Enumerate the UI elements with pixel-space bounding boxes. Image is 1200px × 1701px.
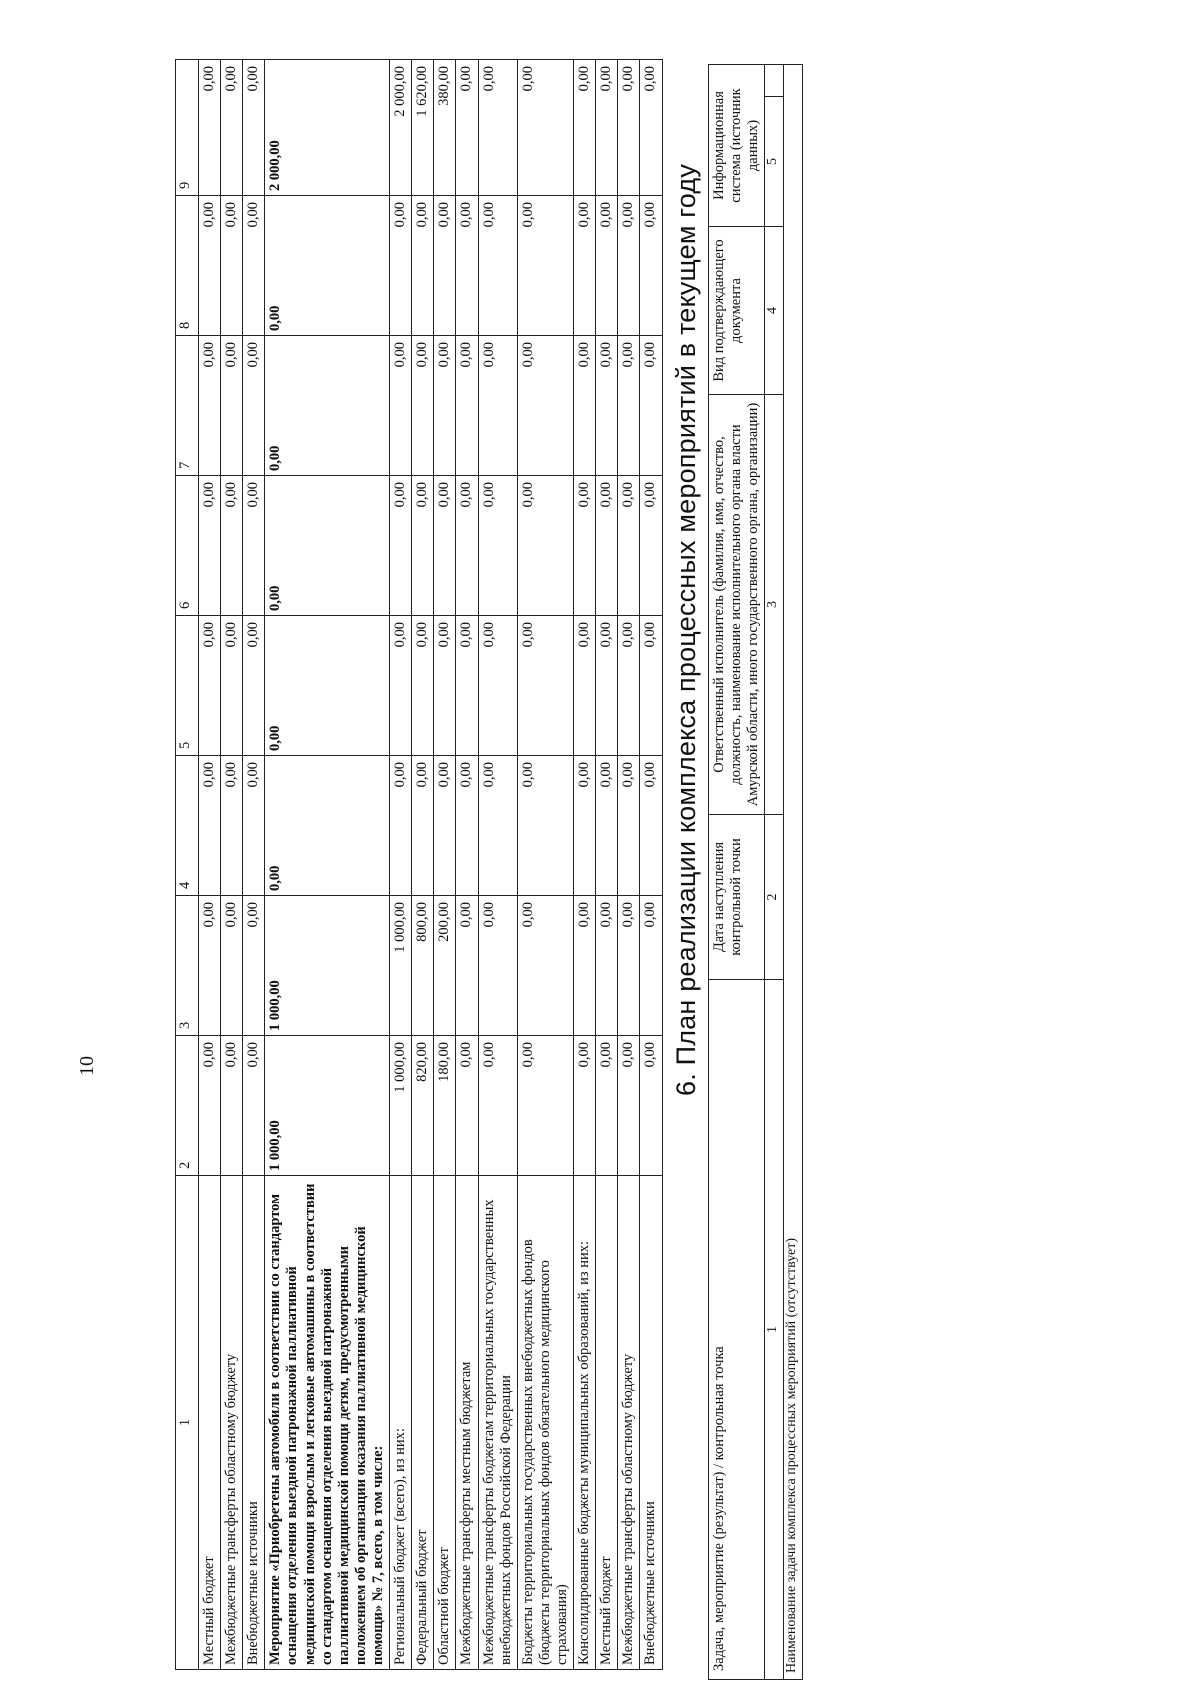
plan-note-text: Наименование задачи комплекса процессных мероприятий (отсутствует)	[783, 64, 802, 1679]
finance-value-cell: 0,00	[574, 756, 596, 896]
finance-value-cell: 0,00	[640, 196, 662, 336]
finance-value-cell: 0,00	[243, 896, 265, 1036]
finance-value-cell: 0,00	[456, 476, 478, 616]
finance-value-cell: 0,00	[596, 1036, 618, 1176]
finance-value-cell: 0,00	[221, 196, 243, 336]
plan-header-document: Вид подтверждающего документа	[708, 227, 764, 395]
finance-column-header: 1	[176, 1176, 199, 1670]
finance-value-cell: 0,00	[199, 196, 221, 336]
page-number: 10	[76, 1056, 98, 1076]
finance-value-cell: 0,00	[478, 60, 517, 196]
finance-value-cell: 0,00	[574, 336, 596, 476]
finance-row	[596, 60, 618, 1670]
finance-row-label: Межбюджетные трансферты бюджетам территориальных государственных внебюджетных фондов Российской Федерации	[478, 1176, 517, 1670]
finance-value-cell: 0,00	[640, 896, 662, 1036]
finance-column-header: 3	[176, 896, 199, 1036]
finance-table-header	[176, 60, 199, 1670]
finance-row	[221, 60, 243, 1670]
finance-value-cell: 0,00	[618, 896, 640, 1036]
finance-row	[517, 60, 573, 1670]
finance-value-cell: 0,00	[640, 336, 662, 476]
finance-value-cell: 0,00	[456, 336, 478, 476]
finance-value-cell: 0,00	[478, 896, 517, 1036]
finance-value-cell: 0,00	[478, 1036, 517, 1176]
rotated-page-content	[175, 60, 803, 1686]
finance-value-cell: 0,00	[517, 336, 573, 476]
finance-column-header: 4	[176, 756, 199, 896]
finance-row	[243, 60, 265, 1670]
finance-column-header: 7	[176, 336, 199, 476]
finance-value-cell: 0,00	[640, 1036, 662, 1176]
finance-value-cell: 0,00	[478, 196, 517, 336]
finance-value-cell: 380,00	[434, 60, 456, 196]
finance-column-header: 9	[176, 60, 199, 196]
finance-value-cell: 0,00	[221, 336, 243, 476]
finance-value-cell: 0,00	[456, 1036, 478, 1176]
finance-value-cell: 0,00	[478, 756, 517, 896]
finance-value-cell: 0,00	[199, 756, 221, 896]
finance-column-header: 5	[176, 616, 199, 756]
finance-table	[175, 59, 663, 1670]
finance-value-cell: 2 000,00	[390, 60, 412, 196]
finance-value-cell: 200,00	[434, 896, 456, 1036]
finance-value-cell: 0,00	[456, 896, 478, 1036]
finance-value-cell: 0,00	[596, 756, 618, 896]
finance-value-cell: 0,00	[412, 336, 434, 476]
finance-row-label: Межбюджетные трансферты областному бюджету	[221, 1176, 243, 1670]
plan-table	[708, 64, 803, 1680]
plan-index-cell: 3	[764, 395, 783, 815]
plan-index-cell: 4	[764, 227, 783, 395]
plan-table-header	[708, 64, 764, 1679]
finance-value-cell: 1 620,00	[412, 60, 434, 196]
finance-value-cell: 0,00	[221, 896, 243, 1036]
finance-value-cell: 0,00	[478, 476, 517, 616]
finance-value-cell: 0,00	[412, 476, 434, 616]
finance-value-cell: 180,00	[434, 1036, 456, 1176]
finance-value-cell: 0,00	[390, 336, 412, 476]
finance-value-cell: 0,00	[517, 60, 573, 196]
finance-value-cell: 0,00	[221, 616, 243, 756]
finance-value-cell: 1 000,00	[390, 1036, 412, 1176]
finance-value-cell: 0,00	[243, 476, 265, 616]
finance-column-header: 2	[176, 1036, 199, 1176]
finance-value-cell: 0,00	[221, 476, 243, 616]
plan-header-system: Информационная система (источник данных)	[708, 64, 764, 226]
finance-value-cell: 0,00	[456, 756, 478, 896]
finance-value-cell: 0,00	[434, 476, 456, 616]
finance-value-cell: 0,00	[640, 616, 662, 756]
plan-index-cell: 1	[764, 980, 783, 1680]
section-title: 6. План реализации комплекса процессных мероприятий в текущем году	[670, 163, 701, 1096]
finance-value-cell: 0,00	[221, 1036, 243, 1176]
finance-value-cell: 0,00	[640, 756, 662, 896]
finance-value-cell: 0,00	[456, 616, 478, 756]
finance-value-cell: 0,00	[390, 476, 412, 616]
finance-value-cell: 0,00	[199, 476, 221, 616]
finance-value-cell: 0,00	[618, 476, 640, 616]
finance-value-cell: 0,00	[434, 756, 456, 896]
finance-value-cell: 0,00	[517, 196, 573, 336]
finance-value-cell: 0,00	[574, 616, 596, 756]
finance-value-cell: 0,00	[517, 1036, 573, 1176]
finance-row	[390, 60, 412, 1670]
finance-value-cell: 0,00	[517, 756, 573, 896]
finance-value-cell: 1 000,00	[265, 896, 390, 1036]
finance-value-cell: 0,00	[265, 756, 390, 896]
finance-row-label: Консолидированные бюджеты муниципальных образований, из них:	[574, 1176, 596, 1670]
finance-value-cell: 0,00	[517, 896, 573, 1036]
finance-value-cell: 0,00	[265, 336, 390, 476]
plan-index-row	[764, 64, 783, 1679]
finance-value-cell: 0,00	[478, 336, 517, 476]
finance-value-cell: 0,00	[243, 60, 265, 196]
finance-row-label: Бюджеты территориальных государственных внебюджетных фондов (бюджеты территориальных фондов обязательного медицинского страхования)	[517, 1176, 573, 1670]
finance-row	[199, 60, 221, 1670]
finance-value-cell: 0,00	[243, 196, 265, 336]
finance-row	[478, 60, 517, 1670]
finance-value-cell: 0,00	[618, 196, 640, 336]
finance-row-label: Внебюджетные источники	[640, 1176, 662, 1670]
finance-value-cell: 0,00	[265, 476, 390, 616]
finance-value-cell: 2 000,00	[265, 60, 390, 196]
finance-column-header: 8	[176, 196, 199, 336]
finance-row-label: Межбюджетные трансферты областному бюджету	[618, 1176, 640, 1670]
finance-row-label: Федеральный бюджет	[412, 1176, 434, 1670]
finance-value-cell: 0,00	[199, 616, 221, 756]
finance-value-cell: 0,00	[596, 196, 618, 336]
finance-value-cell: 0,00	[574, 196, 596, 336]
finance-row	[412, 60, 434, 1670]
finance-value-cell: 0,00	[618, 336, 640, 476]
finance-value-cell: 0,00	[199, 896, 221, 1036]
finance-value-cell: 0,00	[243, 1036, 265, 1176]
finance-value-cell: 0,00	[574, 896, 596, 1036]
finance-row-label: Межбюджетные трансферты местным бюджетам	[456, 1176, 478, 1670]
finance-value-cell: 0,00	[596, 616, 618, 756]
finance-value-cell: 0,00	[640, 60, 662, 196]
finance-value-cell: 0,00	[517, 476, 573, 616]
finance-row	[618, 60, 640, 1670]
finance-value-cell: 0,00	[221, 60, 243, 196]
finance-value-cell: 0,00	[265, 616, 390, 756]
finance-value-cell: 0,00	[390, 756, 412, 896]
finance-row-label: Областной бюджет	[434, 1176, 456, 1670]
finance-value-cell: 1 000,00	[390, 896, 412, 1036]
finance-value-cell: 0,00	[456, 60, 478, 196]
finance-row-label: Мероприятие «Приобретены автомобили в соответствии со стандартом оснащения отделения выездной патронажной паллиативной медицинской помощи взрослым и легковые автомашины в соответствии со стандартом оснащения отделения выездной патронажной паллиативной медицинской помощи детям, предусмотренными положением об организации оказания паллиативной медицинской помощи» № 7, всего, в том числе:	[265, 1176, 390, 1670]
finance-row	[456, 60, 478, 1670]
finance-value-cell: 0,00	[390, 196, 412, 336]
finance-row	[265, 60, 390, 1670]
finance-value-cell: 0,00	[265, 196, 390, 336]
finance-value-cell: 0,00	[640, 476, 662, 616]
finance-value-cell: 0,00	[434, 196, 456, 336]
finance-value-cell: 0,00	[390, 616, 412, 756]
finance-value-cell: 0,00	[243, 756, 265, 896]
finance-value-cell: 0,00	[412, 196, 434, 336]
finance-row-label: Региональный бюджет (всего), из них:	[390, 1176, 412, 1670]
finance-value-cell: 1 000,00	[265, 1036, 390, 1176]
finance-row	[434, 60, 456, 1670]
finance-value-cell: 0,00	[221, 756, 243, 896]
finance-column-header: 6	[176, 476, 199, 616]
finance-value-cell: 0,00	[618, 616, 640, 756]
finance-value-cell: 0,00	[243, 336, 265, 476]
finance-value-cell: 0,00	[618, 60, 640, 196]
finance-value-cell: 0,00	[243, 616, 265, 756]
plan-note-row	[783, 64, 802, 1679]
finance-value-cell: 0,00	[412, 756, 434, 896]
finance-value-cell: 0,00	[574, 476, 596, 616]
finance-value-cell: 820,00	[412, 1036, 434, 1176]
finance-row-label: Местный бюджет	[596, 1176, 618, 1670]
finance-value-cell: 0,00	[199, 336, 221, 476]
plan-header-task: Задача, мероприятие (результат) / контрольная точка	[708, 980, 764, 1680]
finance-value-cell: 0,00	[574, 60, 596, 196]
finance-value-cell: 0,00	[596, 336, 618, 476]
plan-header-date: Дата наступления контрольной точки	[708, 815, 764, 980]
plan-index-cell: 2	[764, 815, 783, 980]
finance-value-cell: 0,00	[199, 60, 221, 196]
finance-value-cell: 0,00	[596, 60, 618, 196]
finance-value-cell: 0,00	[478, 616, 517, 756]
plan-index-cell: 5	[764, 97, 783, 227]
finance-row	[574, 60, 596, 1670]
finance-value-cell: 0,00	[412, 616, 434, 756]
finance-value-cell: 0,00	[199, 1036, 221, 1176]
plan-header-executor: Ответственный исполнитель (фамилия, имя, отчество, должность, наименование исполнительного органа власти Амурской области, иного государственного органа, организации)	[708, 395, 764, 815]
finance-value-cell: 0,00	[434, 616, 456, 756]
plan-index-cell-empty	[764, 64, 783, 96]
finance-value-cell: 0,00	[574, 1036, 596, 1176]
finance-row-label: Внебюджетные источники	[243, 1176, 265, 1670]
finance-value-cell: 0,00	[434, 336, 456, 476]
finance-value-cell: 0,00	[596, 476, 618, 616]
finance-value-cell: 800,00	[412, 896, 434, 1036]
finance-value-cell: 0,00	[456, 196, 478, 336]
finance-row	[640, 60, 662, 1670]
finance-value-cell: 0,00	[596, 896, 618, 1036]
finance-value-cell: 0,00	[618, 1036, 640, 1176]
finance-row-label: Местный бюджет	[199, 1176, 221, 1670]
finance-value-cell: 0,00	[517, 616, 573, 756]
finance-value-cell: 0,00	[618, 756, 640, 896]
